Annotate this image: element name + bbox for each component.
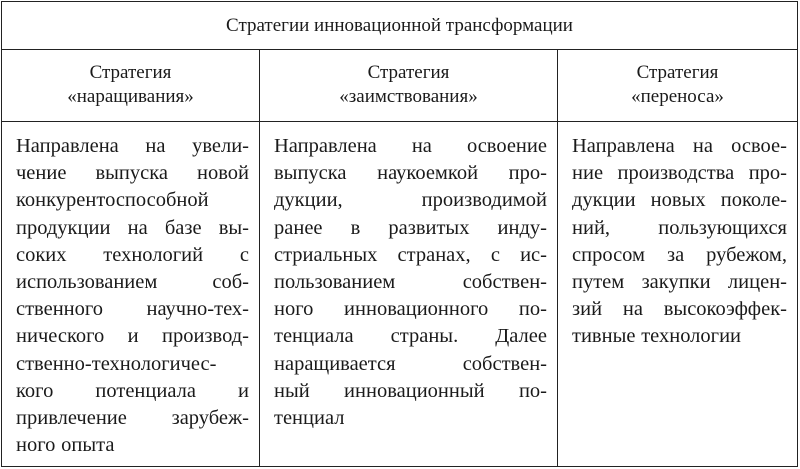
- body-text-line: [274, 351, 547, 378]
- word: инду-: [497, 216, 547, 239]
- word: зий: [572, 298, 603, 321]
- word: лицен-: [727, 271, 787, 294]
- word: ний,: [572, 216, 611, 239]
- word: страны.: [390, 325, 459, 348]
- body-text-line: [274, 160, 547, 187]
- word: тенциал: [274, 407, 345, 430]
- word: зарубеж-: [171, 407, 249, 430]
- body-text-line: [16, 323, 249, 350]
- body-text-line: [572, 160, 787, 187]
- word: на: [127, 216, 148, 239]
- word: технологий: [103, 243, 204, 266]
- word: наукоемкой: [377, 162, 479, 185]
- word: ного: [274, 298, 314, 321]
- word: с: [239, 243, 249, 266]
- word: Направлена: [572, 135, 675, 157]
- word: соких: [16, 243, 67, 266]
- word: конкурентоспособной: [16, 189, 209, 212]
- body-text-line: [274, 296, 547, 323]
- word: на: [145, 135, 166, 157]
- word: технологии: [641, 325, 742, 348]
- table-title-text: Стратегии инновационной трансформации: [226, 14, 573, 36]
- word: ние: [572, 162, 604, 185]
- word: научно-тех-: [146, 298, 249, 321]
- word: пользованием: [274, 271, 396, 294]
- word: Направлена: [16, 135, 119, 157]
- word: ранее: [274, 216, 323, 239]
- word: тенциала: [274, 325, 354, 348]
- body-text-line: [16, 432, 249, 459]
- body-text-line: [572, 296, 787, 323]
- word: тивные: [572, 325, 636, 348]
- body-text-line: [16, 296, 249, 323]
- header-line: Стратегия: [89, 62, 172, 83]
- body-text-line: [572, 323, 787, 350]
- body-text-line: [274, 269, 547, 296]
- body-text-line: [572, 242, 787, 269]
- word: про-: [748, 162, 787, 185]
- header-line: Стратегия: [636, 62, 719, 83]
- word: ный: [274, 379, 310, 402]
- word: ис-: [520, 243, 547, 266]
- word: увели-: [192, 135, 249, 157]
- word: Направлена: [274, 135, 377, 157]
- word: выпуска: [95, 162, 168, 185]
- word: на: [411, 135, 432, 157]
- word: производ-: [161, 325, 249, 348]
- body-text-line: [274, 215, 547, 242]
- body-cell-accretion: [2, 121, 260, 466]
- body-text-line: [16, 215, 249, 242]
- word: чение: [16, 162, 67, 185]
- word: закупки: [641, 271, 711, 294]
- body-text-line: [16, 269, 249, 296]
- header-line: Стратегия: [367, 62, 450, 83]
- body-text-line: [274, 187, 547, 214]
- word: привлечение: [16, 407, 127, 430]
- header-line: «заимствования»: [339, 86, 478, 107]
- word: новых: [650, 189, 706, 212]
- body-text-line: [572, 215, 787, 242]
- body-text-line: [16, 160, 249, 187]
- body-cell-borrowing: [260, 121, 558, 466]
- table-header-row: [2, 49, 797, 122]
- word: потенциала: [95, 379, 196, 402]
- word: наращивается: [274, 352, 396, 375]
- header-cell-transfer: [558, 49, 797, 121]
- body-text-line: [572, 187, 787, 214]
- word: дукции: [572, 189, 636, 212]
- body-text-line: [274, 133, 547, 160]
- word: и: [127, 325, 139, 348]
- word: дукции,: [274, 189, 343, 212]
- word: пользующихся: [658, 216, 787, 239]
- body-text-line: [16, 133, 249, 160]
- body-text-line: [572, 133, 787, 160]
- body-text-line: [572, 269, 787, 296]
- word: нического: [16, 325, 105, 348]
- body-text-line: [274, 242, 547, 269]
- body-text-line: [16, 405, 249, 432]
- body-text-line: [16, 351, 249, 378]
- word: странах,: [397, 243, 471, 266]
- word: ственного: [16, 298, 104, 321]
- word: в: [350, 216, 361, 239]
- word: освоение: [466, 135, 547, 157]
- word: и: [238, 379, 249, 402]
- header-line: «наращивания»: [67, 86, 194, 107]
- word: инновационный: [344, 379, 485, 402]
- word: ного: [16, 434, 56, 457]
- word: производимой: [421, 189, 547, 212]
- table-body-row: [2, 121, 797, 466]
- word: высокоэффек-: [663, 298, 787, 321]
- word: использованием: [16, 271, 158, 294]
- word: на: [692, 135, 713, 157]
- word: с: [490, 243, 500, 266]
- body-text-line: [16, 242, 249, 269]
- word: про-: [508, 162, 547, 185]
- body-text-line: [274, 378, 547, 405]
- word: развитых: [388, 216, 470, 239]
- word: по-: [518, 298, 547, 321]
- word: новой: [197, 162, 249, 185]
- body-text-line: [274, 405, 547, 432]
- word: соб-: [212, 271, 249, 294]
- body-text-line: [16, 378, 249, 405]
- word: собствен-: [462, 352, 547, 375]
- word: вы-: [218, 216, 249, 239]
- word: продукции: [16, 216, 111, 239]
- header-line: «переноса»: [631, 86, 724, 107]
- table-title: [2, 2, 797, 50]
- strategy-table: [1, 1, 798, 467]
- word: кого: [16, 379, 54, 402]
- word: рубежом,: [706, 243, 787, 266]
- body-text-line: [274, 323, 547, 350]
- word: стриальных: [274, 243, 378, 266]
- word: по-: [518, 379, 547, 402]
- word: путем: [572, 271, 625, 294]
- body-cell-transfer: [558, 121, 797, 466]
- word: Далее: [495, 325, 547, 348]
- word: собствен-: [462, 271, 547, 294]
- word: на: [622, 298, 643, 321]
- header-cell-borrowing: [260, 49, 558, 121]
- body-text-line: [16, 187, 249, 214]
- word: опыта: [61, 434, 115, 457]
- word: спросом: [572, 243, 646, 266]
- word: выпуска: [274, 162, 347, 185]
- word: ственно-технологичес-: [16, 352, 217, 375]
- word: производства: [617, 162, 735, 185]
- header-cell-accretion: [2, 49, 260, 121]
- word: освое-: [731, 135, 787, 157]
- word: базе: [164, 216, 202, 239]
- word: инновационного: [344, 298, 489, 321]
- word: поколе-: [720, 189, 787, 212]
- word: за: [666, 243, 685, 266]
